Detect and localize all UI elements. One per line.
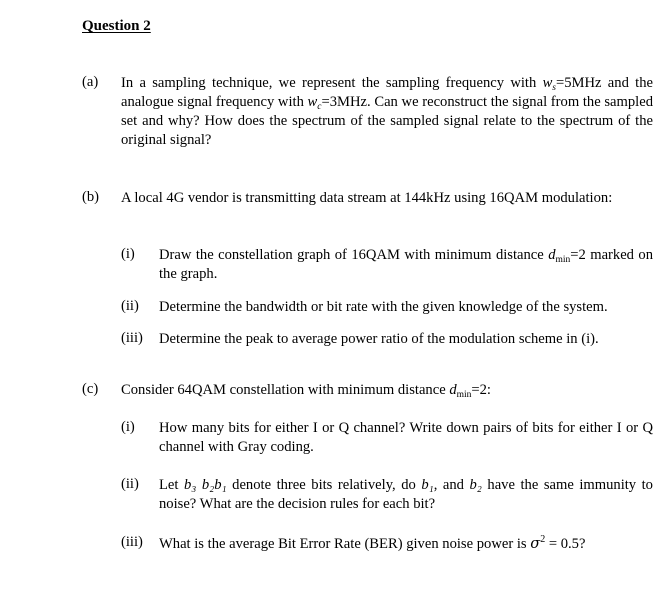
bit-b2: b₂ [469,477,482,493]
part-c-iii-text [159,534,653,554]
part-c-text-2: =2: [471,382,491,398]
part-b-i-text [159,246,653,284]
part-b-i-text-1: Draw the constellation graph of 16QAM with minimum distance [159,247,549,263]
part-b-iii-text: Determine the peak to average power ratio of the modulation scheme in (i). [159,331,599,347]
part-c-ii-text-4: have the same immunity to noise? What are the decision rules for each bit? [159,477,653,512]
bit-b1: b₁ [421,477,434,493]
part-c-iii-text-1: What is the average Bit Error Rate (BER) given noise power is [159,536,531,552]
part-c-i-label: (i) [121,419,135,435]
part-a-text-2: =5MHz and the analogue signal frequency with [121,75,654,110]
wc-subscript: c [317,102,322,112]
part-c-ii-text-2: denote three bits relatively, do [226,477,422,493]
c-dmin-variable: d [449,382,457,398]
part-c-text-1: Consider 64QAM constellation with minimum distance [121,382,450,398]
part-c-i-text: How many bits for either I or Q channel? Write down pairs of bits for either I or Q channel with Gray coding. [159,420,653,455]
part-c-label: (c) [82,381,99,397]
part-c-ii-text-1: Let [159,477,184,493]
dmin-variable: d [548,247,556,263]
ws-subscript: s [552,83,556,93]
part-b-ii-label: (ii) [121,298,139,314]
part-c-ii-text-3: , and [433,477,470,493]
part-b-text: A local 4G vendor is transmitting data stream at 144kHz using 16QAM modulation: [121,190,613,206]
part-b-iii-label: (iii) [121,330,143,346]
sigma-symbol: σ [530,535,541,552]
part-c-iii-label: (iii) [121,534,143,550]
question-title: Question 2 [82,18,151,34]
part-b-i-text-2: =2 marked on the graph. [159,247,653,282]
wc-variable: w [307,94,318,110]
bits-b3b2b1: b₃ b₂b₁ [183,477,227,493]
part-c-text [121,381,653,400]
part-b-ii-text: Determine the bandwidth or bit rate with the given knowledge of the system. [159,299,608,315]
c-dmin-subscript: min [456,390,472,400]
part-a-text [121,74,653,150]
dmin-subscript: min [555,255,571,265]
part-a-text-3: =3MHz. Can we reconstruct the signal from the sampled set and why? How does the spectrum of the sampled signal relate to the spectrum of the original signal? [121,94,653,148]
part-a-label: (a) [82,74,99,90]
sigma-exponent: 2 [540,534,546,545]
part-b-label: (b) [82,189,100,205]
part-c-ii-label: (ii) [121,476,139,492]
part-b-i-label: (i) [121,246,135,262]
part-c-ii-text [159,476,653,514]
part-a-text-1: In a sampling technique, we represent the sampling frequency with [121,75,543,91]
part-c-iii-text-2: = 0.5? [545,536,586,552]
ws-variable: w [542,75,553,91]
